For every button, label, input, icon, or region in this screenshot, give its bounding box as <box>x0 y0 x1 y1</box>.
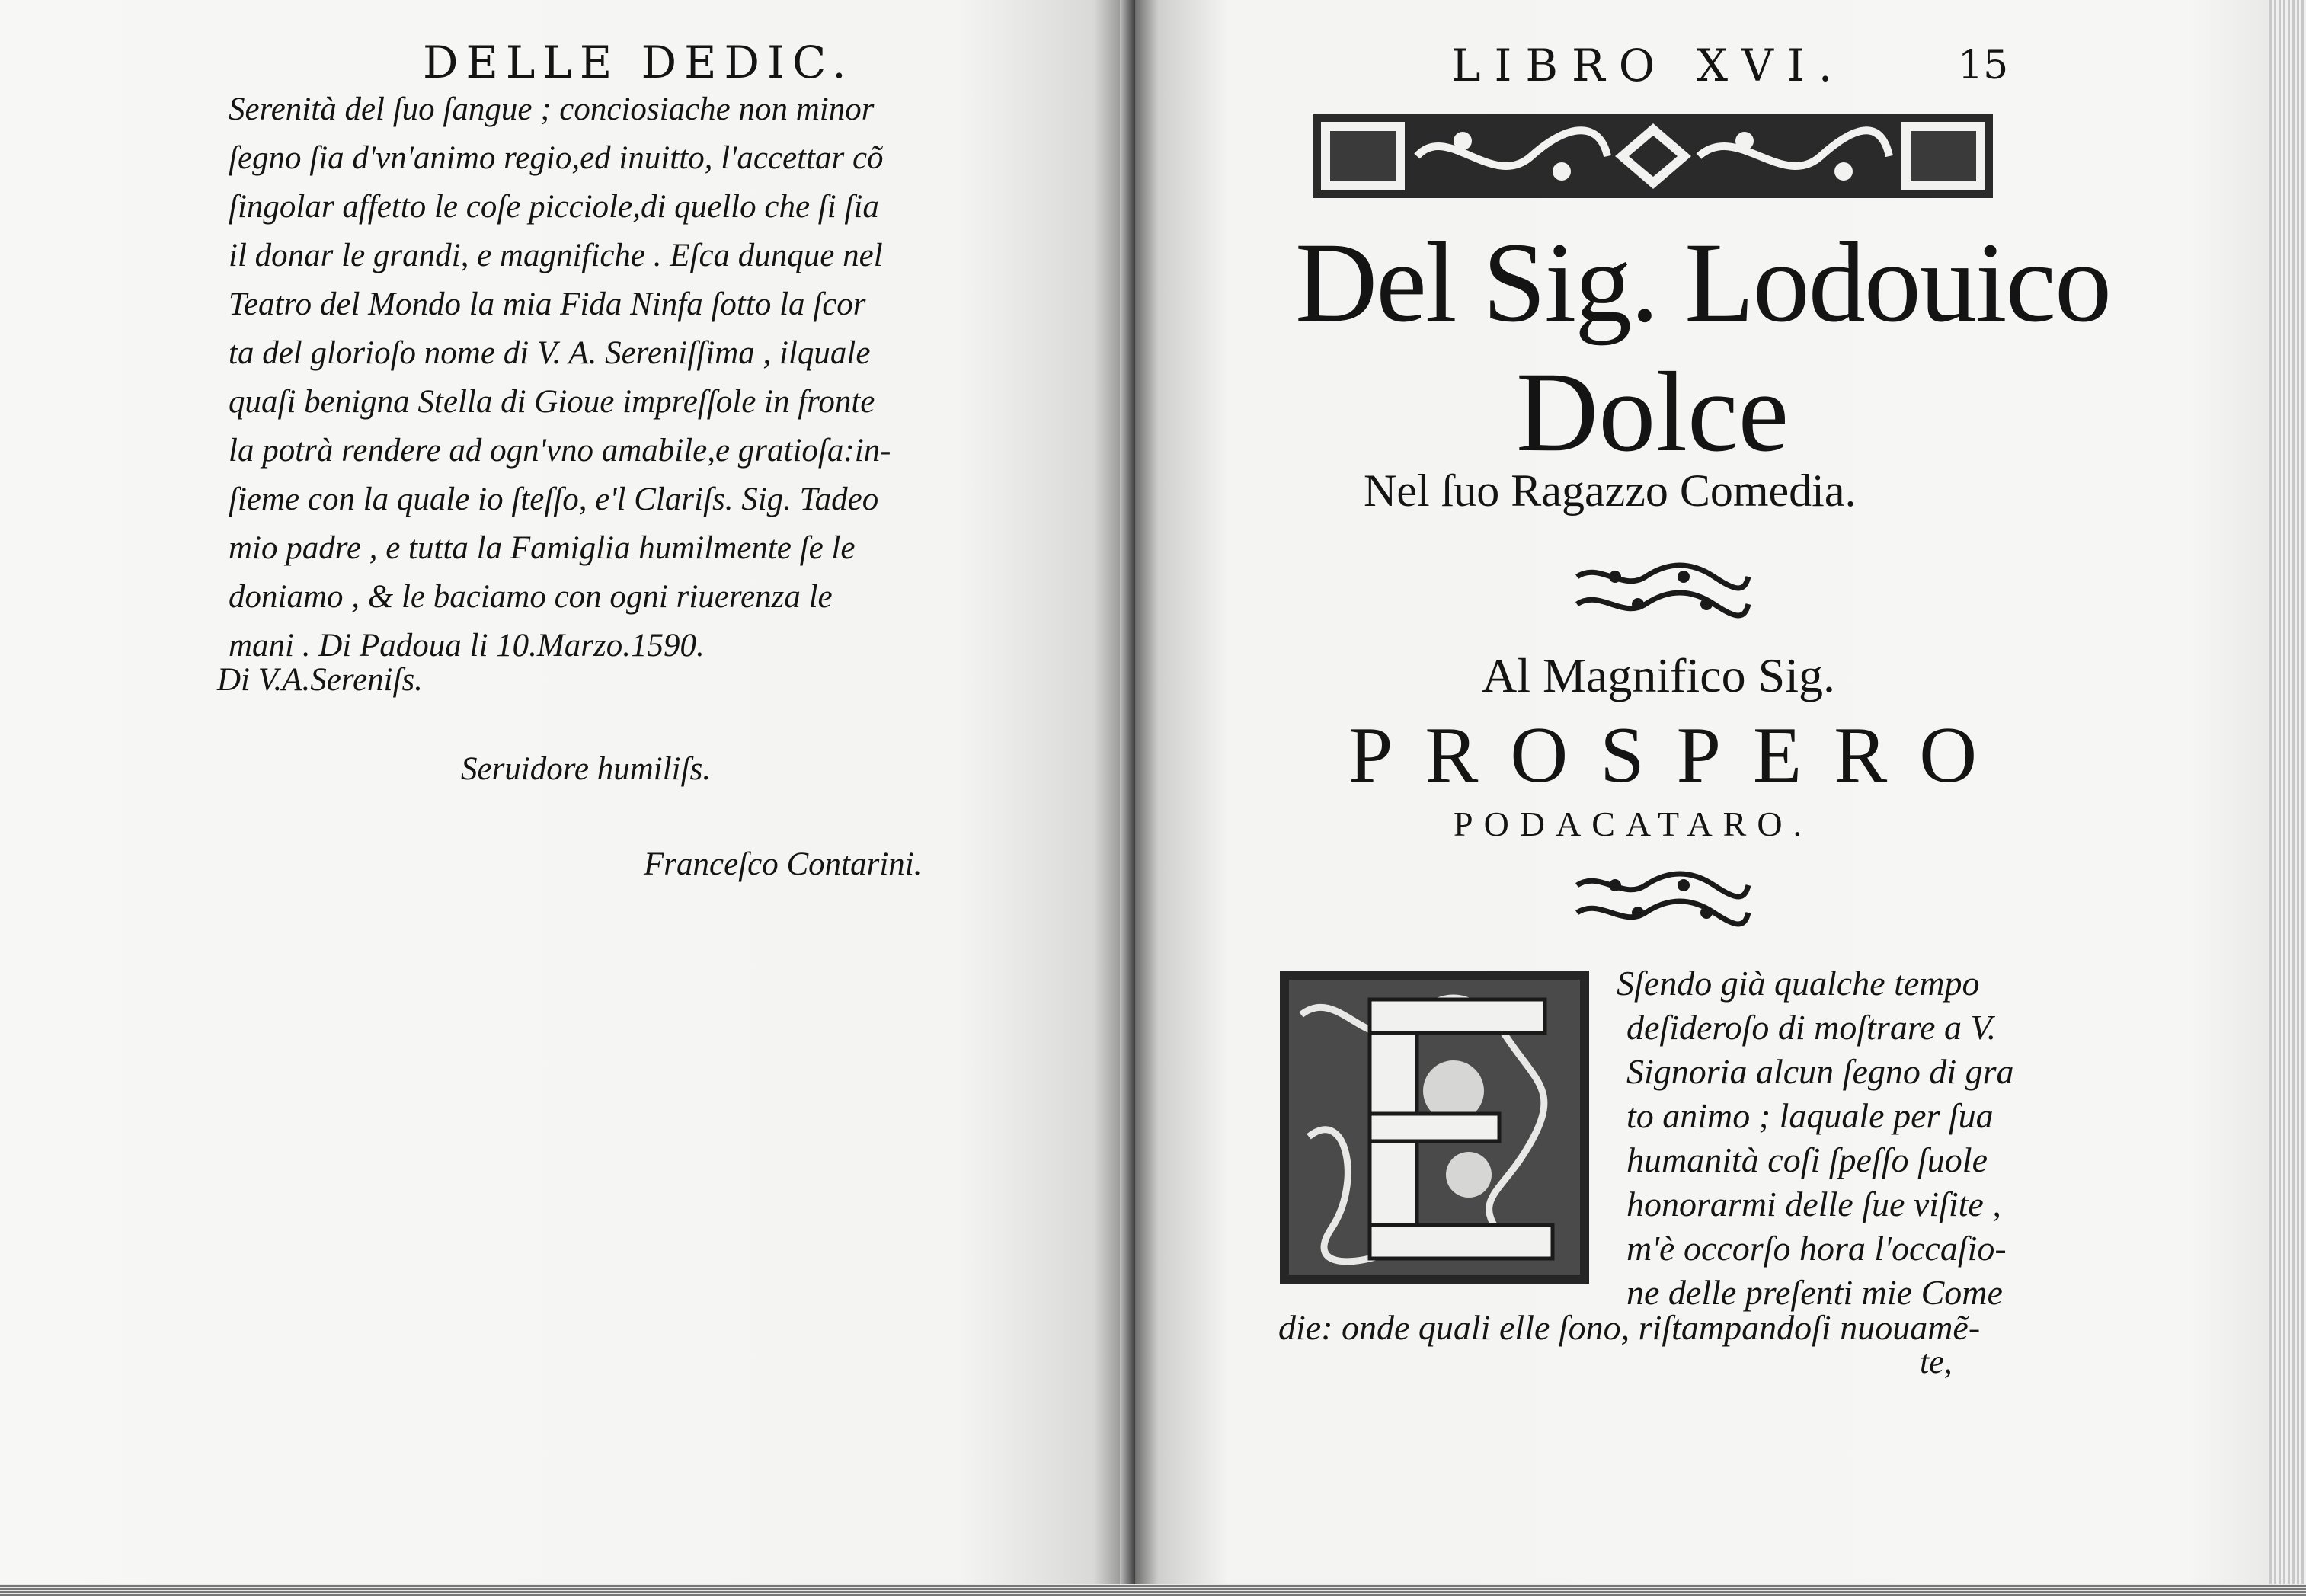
text-line: Sſendo già qualche tempo <box>1617 964 1980 1003</box>
text-line: ſieme con la quale io ſteſſo, e'l Clariſs. Sig. Tadeo <box>229 481 879 517</box>
page-edges <box>2269 0 2306 1596</box>
text-line: mio padre , e tutta la Famiglia humilmente ſe le <box>229 530 856 566</box>
fleuron-ornament <box>1569 868 1752 929</box>
dedicatee-name: PROSPERO <box>1348 710 2010 799</box>
text-line: mani . Di Padoua li 10.Marzo.1590. <box>229 628 705 664</box>
text-line: Serenità del ſuo ſangue ; conciosiache non minor <box>229 91 875 127</box>
bottom-page-edges <box>0 1584 2306 1596</box>
title-line-2: Dolce <box>1516 349 1789 475</box>
left-body-text <box>229 85 1013 670</box>
text-line: quaſi benigna Stella di Gioue impreſſole in fronte <box>229 384 875 420</box>
text-line: Signoria alcun ſegno di gra <box>1626 1052 2014 1091</box>
catchword: te, <box>1920 1343 1953 1380</box>
text-line: ſingolar affetto le coſe picciole,di quello che ſi ſia <box>229 189 879 225</box>
text-line: m'è occorſo hora l'occaſio- <box>1626 1229 2007 1268</box>
text-line: ſegno ſia d'vn'animo regio,ed inuitto, l'accettar cõ <box>229 140 884 176</box>
text-line: ne delle preſenti mie Come <box>1626 1273 2003 1312</box>
closing-address: Di V.A.Sereniſs. <box>217 662 423 698</box>
text-line: doniamo , & le baciamo con ogni riuerenza le <box>229 579 833 615</box>
text-line: la potrà rendere ad ogn'vno amabile,e gratioſa:in- <box>229 433 891 469</box>
page-number: 15 <box>1958 43 2009 88</box>
text-line: deſideroſo di moſtrare a V. <box>1626 1008 1997 1047</box>
fleuron-ornament <box>1569 560 1752 621</box>
running-head-right: LIBRO XVI. <box>1451 40 1847 91</box>
text-line: ta del glorioſo nome di V. A. Sereniſſima , ilquale <box>229 335 871 371</box>
text-line: humanità coſi ſpeſſo ſuole <box>1626 1140 1988 1179</box>
title-line-1: Del Sig. Lodouico <box>1295 219 2111 346</box>
left-page <box>0 0 1127 1596</box>
text-line: il donar le grandi, e magnifiche . Eſca dunque nel <box>229 238 883 273</box>
text-line: Teatro del Mondo la mia Fida Ninfa ſotto la ſcor <box>229 286 866 322</box>
subtitle: Nel ſuo Ragazzo Comedia. <box>1364 465 1857 516</box>
signature: Franceſco Contarini. <box>644 846 923 882</box>
decorated-initial-e <box>1278 969 1591 1285</box>
text-line: honorarmi delle ſue viſite , <box>1626 1185 2001 1223</box>
ornamental-headpiece <box>1310 107 1996 206</box>
text-line: to animo ; laquale per ſua <box>1626 1096 1994 1135</box>
running-head-left: DELLE DEDIC. <box>423 37 854 88</box>
dedicatee-prefix: Al Magnifico Sig. <box>1482 648 1835 702</box>
text-line: die: onde quali elle ſono, riſtampandoſi nuouamẽ- <box>1278 1308 1981 1347</box>
closing-servant: Seruidore humiliſs. <box>461 751 712 787</box>
dedicatee-surname: PODACATARO. <box>1454 804 1813 843</box>
